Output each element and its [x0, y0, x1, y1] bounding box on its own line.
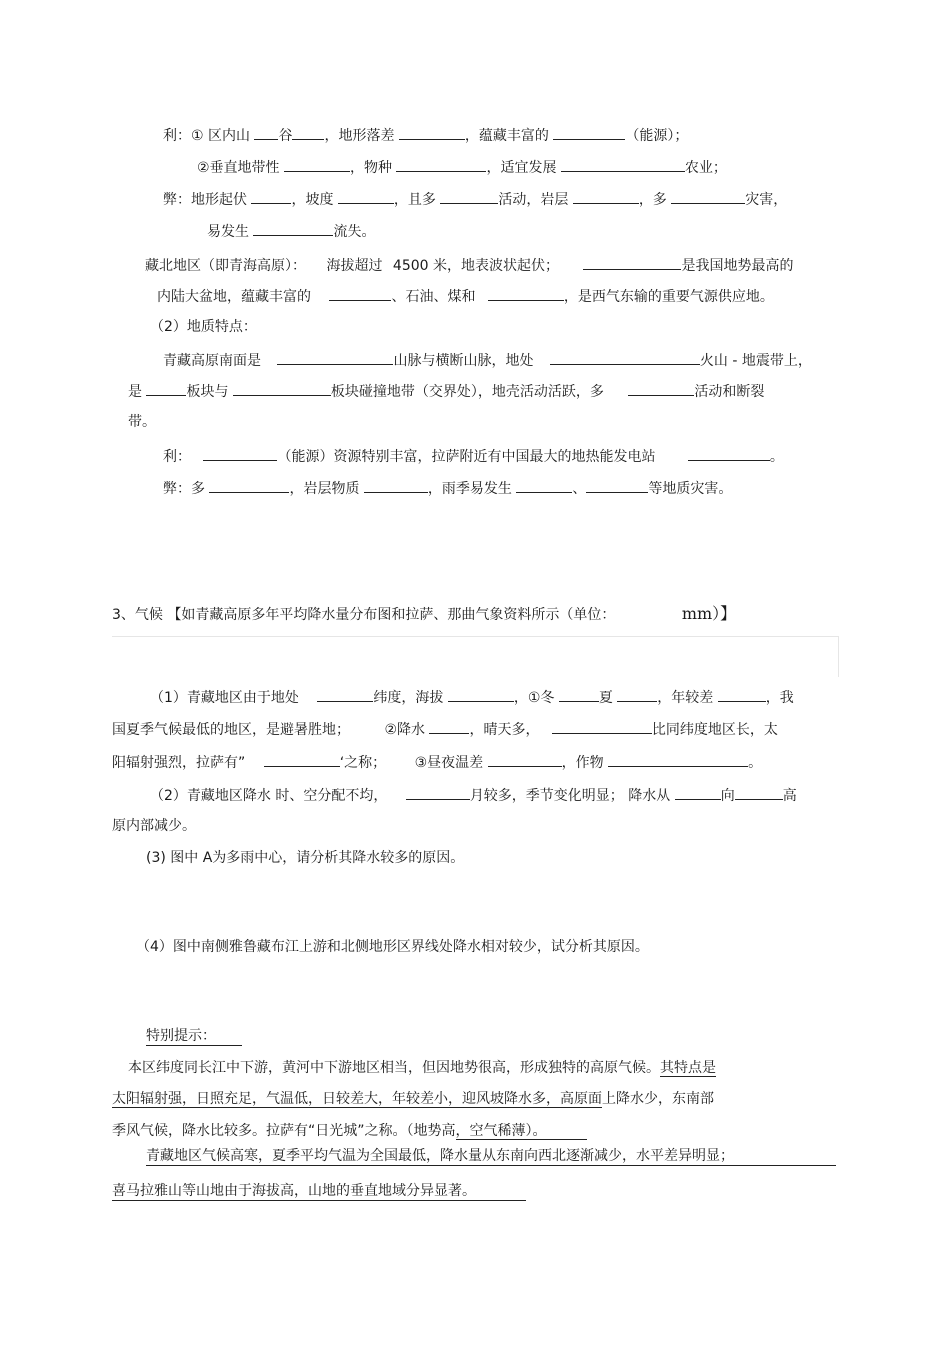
blank[interactable]	[552, 719, 652, 734]
text: （能源）；	[625, 128, 689, 144]
text: 谷	[278, 128, 293, 144]
text: ，适宜发展	[486, 160, 557, 176]
blank[interactable]	[146, 381, 186, 396]
blank[interactable]	[209, 478, 289, 493]
text: 是我国地势最高的	[681, 258, 794, 274]
blank[interactable]	[317, 687, 373, 702]
text: 农业；	[684, 160, 727, 176]
text: ③昼夜温差	[414, 755, 484, 771]
blank[interactable]	[586, 478, 648, 493]
geology-advantage	[163, 446, 784, 466]
text: 、石油、煤和	[391, 289, 476, 305]
text: 是	[128, 384, 142, 400]
disadvantage-line-1	[163, 189, 787, 209]
text: 易发生	[207, 224, 249, 240]
text: （能源）资源特别丰富	[277, 449, 418, 465]
text: ，晴天多，	[469, 722, 540, 738]
q2-line-1	[150, 785, 797, 805]
text: 3、气候 【如青藏高原多年平均降水量分布图和拉萨、那曲气象资料所示（单位：	[112, 607, 616, 623]
text: 国夏季气候最低的地区，是避暑胜地；	[112, 722, 350, 738]
blank[interactable]	[364, 478, 428, 493]
figure-placeholder	[112, 636, 839, 677]
text: 。	[748, 755, 763, 771]
q1-line-1	[150, 687, 794, 707]
tips-para-3: 喜马拉雅山等山地由于海拔高，山地的垂直地域分异显著。	[112, 1182, 526, 1201]
text: （1）青藏地区由于地处	[150, 690, 299, 706]
text: mm）】	[681, 604, 737, 623]
blank[interactable]	[628, 381, 694, 396]
q3-question: (3) 图中 A为多雨中心，请分析其降水较多的原因。	[146, 850, 465, 866]
blank[interactable]	[396, 157, 486, 172]
blank[interactable]	[329, 286, 391, 301]
blank[interactable]	[608, 752, 748, 767]
advantage-line-2	[197, 157, 727, 177]
tips-para-1a	[128, 1059, 716, 1077]
tips-heading: 特别提示：	[146, 1027, 242, 1046]
text: ，坡度	[291, 192, 334, 208]
blank[interactable]	[292, 125, 324, 140]
blank[interactable]	[675, 785, 721, 800]
blank[interactable]	[718, 687, 766, 702]
text: 弊：多	[163, 481, 205, 497]
blank[interactable]	[516, 478, 572, 493]
blank[interactable]	[406, 785, 470, 800]
text: 板块与	[186, 384, 229, 400]
text: ②降水	[384, 722, 426, 738]
text: 季风气候，降水比较多。拉萨有“日光城”之称。（地势高	[112, 1123, 456, 1139]
text: 等地质灾害。	[648, 481, 733, 497]
north-tibet-line-1	[145, 255, 793, 275]
text: ，多	[638, 192, 667, 208]
text: 利：	[163, 449, 191, 465]
text: 利：① 区内山	[163, 128, 251, 144]
text: 海拔超过	[326, 258, 383, 274]
text: ，作物	[561, 755, 604, 771]
blank[interactable]	[284, 157, 350, 172]
blank[interactable]	[253, 221, 333, 236]
text: ，我	[765, 690, 794, 706]
text: 本区纬度同长江中下游，黄河中下游地区相当，但因地势很高，形成独特的高原气候。	[128, 1060, 660, 1076]
blank[interactable]	[233, 381, 331, 396]
text: 内陆大盆地，蕴藏丰富的	[157, 289, 311, 305]
blank[interactable]	[550, 350, 700, 365]
blank[interactable]	[735, 785, 783, 800]
text: 、	[572, 481, 587, 497]
blank[interactable]	[553, 125, 625, 140]
text: 弊：地形起伏	[163, 192, 247, 208]
text: 比同纬度地区长，太	[651, 722, 778, 738]
blank[interactable]	[559, 687, 599, 702]
text: 活动，岩层	[498, 192, 569, 208]
text: 纬度，海拔	[373, 690, 444, 706]
blank[interactable]	[488, 286, 564, 301]
blank[interactable]	[448, 687, 514, 702]
text: 太阳辐射强，日照充足，气温低，日较差大，年较差小，迎风坡降水多，高原面	[112, 1091, 602, 1107]
text: 青藏高原南面是	[163, 353, 261, 369]
text: 山脉与横断山脉，地处	[393, 353, 534, 369]
geology-line-3: 带。	[128, 414, 156, 430]
text: ，年较差	[657, 690, 714, 706]
text: ，岩层物质	[289, 481, 360, 497]
tips-para-1c	[112, 1122, 587, 1140]
q4-question: （4）图中南侧雅鲁藏布江上游和北侧地形区界线处降水相对较少，试分析其原因。	[136, 939, 649, 955]
blank[interactable]	[399, 125, 465, 140]
text: （2）青藏地区降水 时、空分配不均，	[150, 788, 388, 804]
text: 火山 - 地震带上，	[699, 353, 812, 369]
text: 板块碰撞地带（交界处），地壳活动活跃，多	[330, 384, 604, 400]
text: 藏北地区（即青海高原）：	[145, 258, 306, 274]
geology-heading: （2）地质特点：	[150, 319, 257, 335]
text: ②垂直地带性	[197, 160, 280, 176]
text: 上降水少，东南部	[602, 1091, 714, 1107]
blank[interactable]	[583, 255, 681, 270]
advantage-line-1	[163, 125, 688, 145]
text: ，蕴藏丰富的	[464, 128, 549, 144]
blank[interactable]	[277, 350, 393, 365]
text: 灾害，	[745, 192, 788, 208]
q1-line-2	[112, 719, 778, 739]
climate-title	[112, 605, 736, 624]
text: 活动和断裂	[694, 384, 765, 400]
blank[interactable]	[203, 446, 277, 461]
blank[interactable]	[671, 189, 745, 204]
geology-line-2	[128, 381, 764, 401]
blank[interactable]	[440, 189, 498, 204]
text: 向	[720, 788, 735, 804]
disadvantage-line-2	[207, 221, 375, 241]
blank[interactable]	[429, 719, 469, 734]
text: 高	[782, 788, 797, 804]
text: ，地形落差	[324, 128, 395, 144]
geology-disadvantage	[163, 478, 732, 498]
text: ，空气稀薄）。	[456, 1123, 587, 1140]
q1-line-3	[112, 752, 762, 772]
blank[interactable]	[254, 125, 278, 140]
text: ，拉萨附近有中国最大的地热能发电站	[417, 449, 656, 465]
blank[interactable]	[688, 446, 770, 461]
tips-para-2: 青藏地区气候高寒，夏季平均气温为全国最低，降水量从东南向西北逐渐减少，水平差异明显；	[146, 1147, 836, 1166]
text: ，是西气东输的重要气源供应地。	[563, 289, 774, 305]
text: 月较多，季节变化明显； 降水从	[469, 788, 671, 804]
blank[interactable]	[264, 752, 340, 767]
blank[interactable]	[338, 189, 394, 204]
q2-line-2: 原内部减少。	[112, 818, 196, 834]
tips-para-1b	[112, 1090, 714, 1108]
text: ‘之称；	[339, 755, 387, 771]
north-tibet-line-2	[157, 286, 774, 306]
blank[interactable]	[573, 189, 639, 204]
geology-line-1	[163, 350, 812, 370]
text: ，物种	[350, 160, 393, 176]
text: 。	[769, 449, 784, 465]
blank[interactable]	[561, 157, 685, 172]
text: ，且多	[393, 192, 436, 208]
text: ，①冬	[513, 690, 555, 706]
text: 4500 米，地表波状起伏；	[392, 258, 559, 274]
text: 其特点是	[660, 1060, 716, 1076]
text: 流失。	[333, 224, 376, 240]
blank[interactable]	[251, 189, 291, 204]
text: 阳辐射强烈，拉萨有”	[112, 755, 246, 771]
blank[interactable]	[488, 752, 562, 767]
blank[interactable]	[617, 687, 657, 702]
text: ，雨季易发生	[427, 481, 512, 497]
text: 夏	[598, 690, 613, 706]
